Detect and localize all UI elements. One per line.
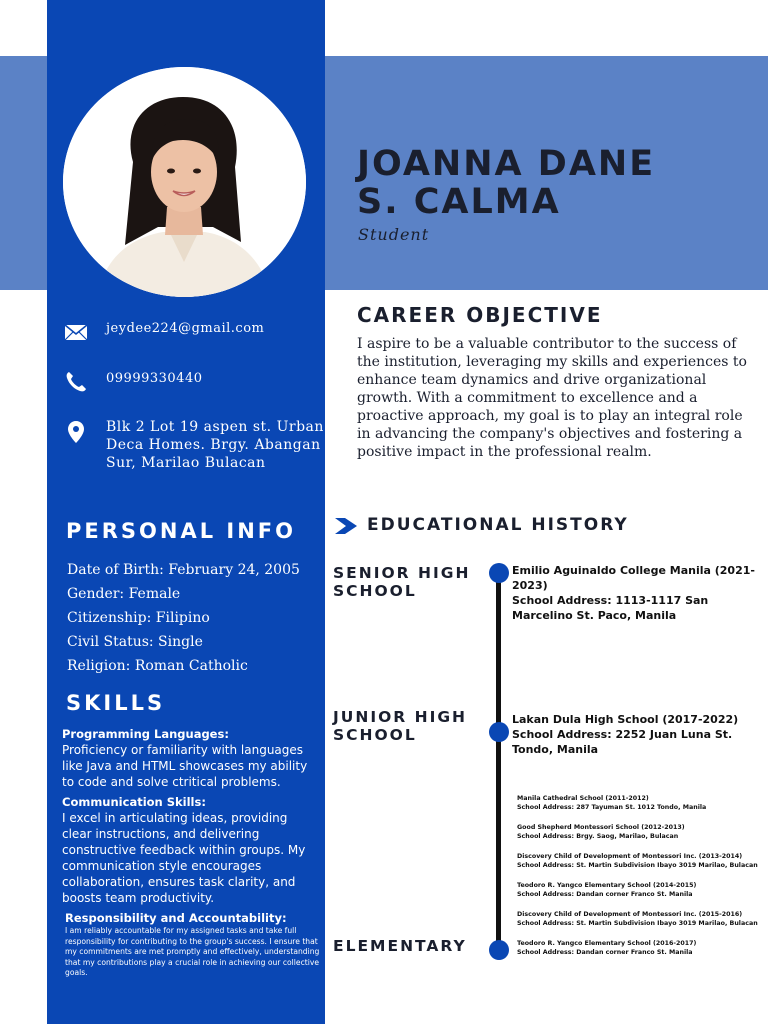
elementary-school-address: School Address: Dandan corner Franco St. Manila [517,949,693,956]
timeline-dot-elementary [489,940,509,960]
candidate-name [357,145,757,221]
level-senior-high [333,564,470,600]
address-text: Blk 2 Lot 19 aspen st. Urban Deca Homes. Brgy. Abangan Sur, Marilao Bulacan [106,419,324,471]
list-item [517,852,768,881]
junior-high-school: Lakan Dula High School (2017-2022) [512,713,739,726]
info-civil-status: Civil Status: Single [67,634,203,650]
skill-communication-title: Communication Skills: [62,795,206,809]
skill-responsibility-title: Responsibility and Accountability: [65,911,287,925]
junior-high-address: School Address: 2252 Juan Luna St. Tondo, Manila [512,728,733,756]
phone-icon [64,370,88,394]
level-junior-high [333,708,467,744]
personal-info-list [67,558,322,678]
senior-high-entry [512,563,762,623]
elementary-school-address: School Address: St. Martin Subdivision Ibayo 3019 Marilao, Bulacan [517,920,758,927]
list-item [517,823,768,852]
skills-list [62,727,320,979]
timeline-dot-junior [489,722,509,742]
skill-programming-body: Proficiency or familiarity with languages like Java and HTML showcases my ability to code and solve ctritical problems. [62,743,308,789]
elementary-school-address: School Address: Dandan corner Franco St. Manila [517,891,693,898]
email-text[interactable]: jeydee224@gmail.com [106,321,265,336]
phone-text: 09999330440 [106,371,203,386]
elementary-school-name: Teodoro R. Yangco Elementary School (2014-2015) [517,882,697,889]
list-item [517,794,768,823]
elementary-school-name: Good Shepherd Montessori School (2012-2013) [517,824,685,831]
senior-high-address: School Address: 1113-1117 San Marcelino St. Paco, Manila [512,594,709,622]
elementary-school-name: Discovery Child of Development of Montessori Inc. (2015-2016) [517,911,743,918]
info-gender: Gender: Female [67,586,181,602]
skill-responsibility-body: I am reliably accountable for my assigned tasks and take full responsibility for contributing to the group's success. I ensure that my commitments are met promptly and effectively, understanding that my contributions play a crucial role in achieving our collective goals. [65,926,320,977]
level-elementary: ELEMENTARY [333,937,467,955]
senior-high-school: Emilio Aguinaldo College Manila (2021-2023) [512,564,755,592]
junior-high-entry [512,712,762,757]
level-junior-line-1: JUNIOR HIGH [333,708,468,726]
elementary-school-address: School Address: 287 Tayuman St. 1012 Tondo, Manila [517,804,707,811]
career-objective-heading: CAREER OBJECTIVE [357,303,603,327]
educational-history-heading: EDUCATIONAL HISTORY [367,515,629,535]
timeline-line [496,572,501,952]
name-line-1: JOANNA DANE [357,144,656,184]
career-objective-text: I aspire to be a valuable contributor to the success of the institution, leveraging my skills and experiences to enhance team dynamics and drive organizational growth. With a commitment to excellence and a proactive approach, my goal is to play an integral role in advancing the company's objectives and fostering a positive impact in the professional realm. [357,336,747,460]
skill-communication-body: I excel in articulating ideas, providing clear instructions, and delivering constructive feedback within groups. My communication style encourages collaboration, ensures task clarity, and boosts team productivity. [62,811,306,905]
personal-info-heading: PERSONAL INFO [66,519,296,543]
elementary-school-address: School Address: St. Martin Subdivision Ibayo 3019 Marilao, Bulacan [517,862,758,869]
name-line-2: S. CALMA [357,182,561,222]
timeline-dot-senior [489,563,509,583]
envelope-icon [64,320,88,344]
list-item [517,910,768,939]
list-item [517,939,768,968]
location-pin-icon [64,420,88,444]
skills-heading: SKILLS [66,691,166,715]
level-senior-line-2: SCHOOL [333,582,417,600]
info-religion: Religion: Roman Catholic [67,658,248,674]
elementary-school-name: Manila Cathedral School (2011-2012) [517,795,649,802]
level-senior-line-1: SENIOR HIGH [333,564,471,582]
elementary-school-name: Discovery Child of Development of Montessori Inc. (2013-2014) [517,853,743,860]
info-birthdate: Date of Birth: February 24, 2005 [67,562,300,578]
chevron-right-icon [333,517,359,535]
elementary-school-address: School Address: Brgy. Saog, Marilao, Bulacan [517,833,679,840]
elementary-school-name: Teodoro R. Yangco Elementary School (2016-2017) [517,940,697,947]
list-item [517,881,768,910]
profile-photo [63,67,306,297]
info-citizenship: Citizenship: Filipino [67,610,210,626]
level-junior-line-2: SCHOOL [333,726,417,744]
skill-programming-title: Programming Languages: [62,727,229,741]
candidate-role: Student [358,225,430,244]
elementary-school-list [517,794,768,968]
